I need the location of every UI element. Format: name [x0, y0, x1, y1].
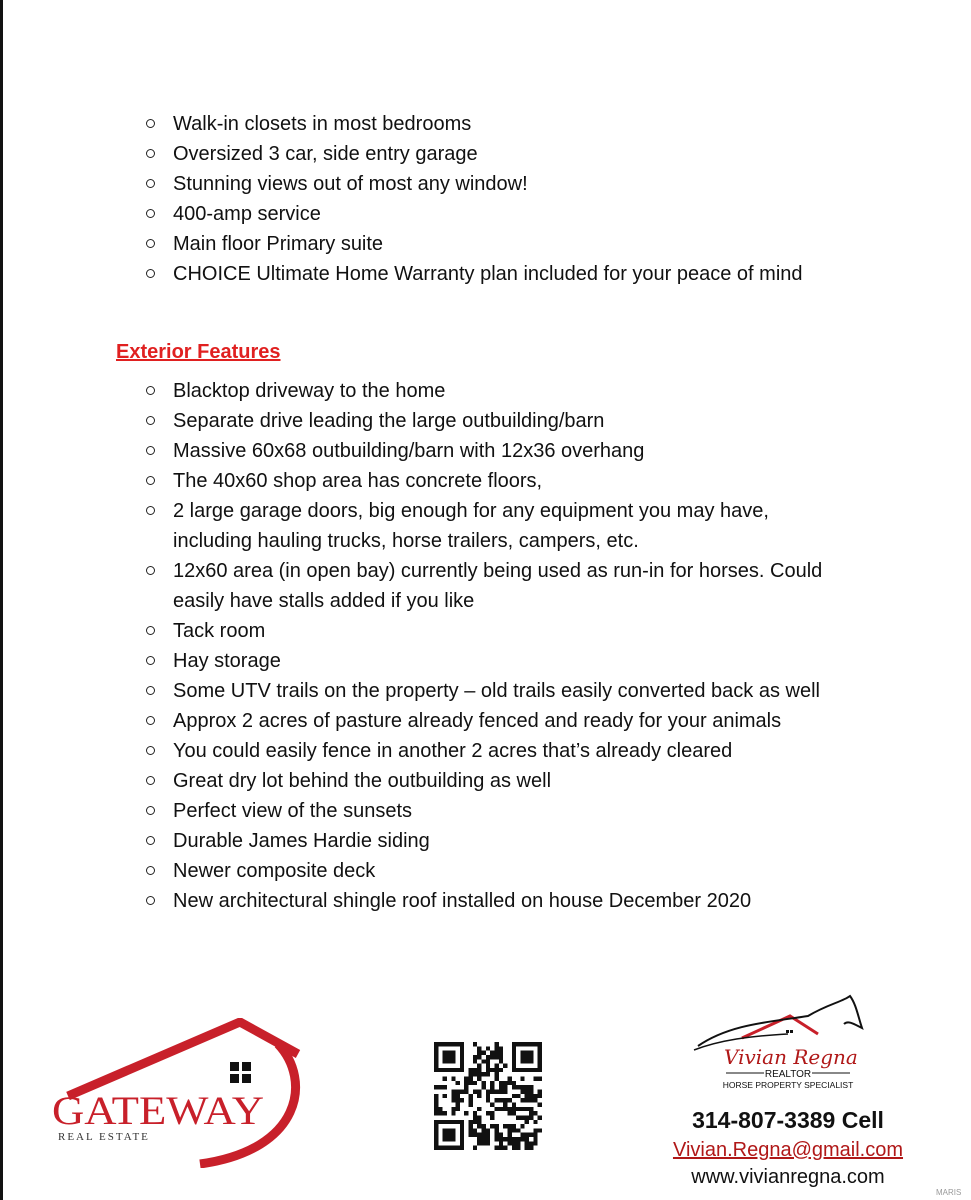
list-item	[146, 169, 803, 199]
list-item-text: Walk-in closets in most bedrooms	[173, 113, 472, 135]
brand-subtitle: REAL ESTATE	[58, 1131, 150, 1143]
agent-name: Vivian Regna	[724, 1045, 858, 1069]
interior-features-list	[146, 109, 803, 289]
list-item	[146, 406, 846, 436]
list-item	[146, 766, 846, 796]
list-item	[146, 706, 846, 736]
list-item	[146, 736, 846, 766]
list-item	[146, 436, 846, 466]
hollow-bullet-icon	[146, 209, 155, 218]
list-item	[146, 376, 846, 406]
hollow-bullet-icon	[146, 119, 155, 128]
gateway-real-estate-logo	[50, 1018, 310, 1168]
hollow-bullet-icon	[146, 776, 155, 785]
list-item	[146, 676, 846, 706]
list-item-text: Perfect view of the sunsets	[173, 800, 413, 822]
hollow-bullet-icon	[146, 179, 155, 188]
hollow-bullet-icon	[146, 686, 155, 695]
hollow-bullet-icon	[146, 896, 155, 905]
hollow-bullet-icon	[146, 416, 155, 425]
list-item-text: CHOICE Ultimate Home Warranty plan included for your peace of mind	[173, 263, 803, 285]
list-item-text: 2 large garage doors, big enough for any equipment you may have, including hauling trucks, horse trailers, campers, etc.	[173, 500, 769, 552]
hollow-bullet-icon	[146, 746, 155, 755]
list-item	[146, 796, 846, 826]
list-item	[146, 556, 846, 616]
list-item-text: Separate drive leading the large outbuilding/barn	[173, 410, 605, 432]
hollow-bullet-icon	[146, 566, 155, 575]
hollow-bullet-icon	[146, 836, 155, 845]
list-item-text: Oversized 3 car, side entry garage	[173, 143, 478, 165]
hollow-bullet-icon	[146, 866, 155, 875]
agent-phone[interactable]: 314-807-3389 Cell	[692, 1107, 884, 1133]
list-item	[146, 466, 846, 496]
hollow-bullet-icon	[146, 506, 155, 515]
list-item	[146, 259, 803, 289]
exterior-features-heading: Exterior Features	[116, 341, 281, 363]
hollow-bullet-icon	[146, 656, 155, 665]
list-item	[146, 229, 803, 259]
hollow-bullet-icon	[146, 446, 155, 455]
qr-code[interactable]	[433, 1042, 543, 1150]
page-left-border	[0, 0, 3, 1200]
list-item-text: Tack room	[173, 620, 266, 642]
list-item-text: Blacktop driveway to the home	[173, 380, 446, 402]
list-item	[146, 856, 846, 886]
list-item-text: Great dry lot behind the outbuilding as well	[173, 770, 552, 792]
list-item-text: Durable James Hardie siding	[173, 830, 430, 852]
list-item-text: Main floor Primary suite	[173, 233, 384, 255]
list-item-text: 12x60 area (in open bay) currently being used as run-in for horses. Could easily have stalls added if you like	[173, 560, 823, 612]
agent-website-link[interactable]: www.vivianregna.com	[691, 1166, 885, 1188]
agent-specialty: HORSE PROPERTY SPECIALIST	[722, 1080, 854, 1090]
list-item	[146, 886, 846, 916]
vivian-regna-logo	[690, 994, 870, 1094]
brand-name: GATEWAY	[52, 1088, 264, 1133]
list-item	[146, 496, 846, 556]
list-item-text: Some UTV trails on the property – old trails easily converted back as well	[173, 680, 820, 702]
hollow-bullet-icon	[146, 476, 155, 485]
list-item	[146, 109, 803, 139]
agent-email-link[interactable]: Vivian.Regna@gmail.com	[672, 1139, 904, 1161]
list-item-text: The 40x60 shop area has concrete floors,	[173, 470, 543, 492]
list-item	[146, 139, 803, 169]
list-item-text: Hay storage	[173, 650, 281, 672]
list-item-text: Approx 2 acres of pasture already fenced and ready for your animals	[173, 710, 782, 732]
list-item-text: You could easily fence in another 2 acres that’s already cleared	[173, 740, 733, 762]
agent-role: REALTOR	[764, 1069, 812, 1080]
list-item-text: Newer composite deck	[173, 860, 376, 882]
hollow-bullet-icon	[146, 386, 155, 395]
list-item	[146, 616, 846, 646]
list-item-text: Massive 60x68 outbuilding/barn with 12x36 overhang	[173, 440, 645, 462]
list-item-text: Stunning views out of most any window!	[173, 173, 528, 195]
list-item	[146, 646, 846, 676]
hollow-bullet-icon	[146, 149, 155, 158]
hollow-bullet-icon	[146, 239, 155, 248]
list-item	[146, 199, 803, 229]
exterior-features-list	[146, 376, 846, 916]
hollow-bullet-icon	[146, 716, 155, 725]
list-item-text: New architectural shingle roof installed on house December 2020	[173, 890, 752, 912]
hollow-bullet-icon	[146, 269, 155, 278]
hollow-bullet-icon	[146, 806, 155, 815]
mls-watermark: MARIS	[936, 1188, 962, 1197]
hollow-bullet-icon	[146, 626, 155, 635]
list-item	[146, 826, 846, 856]
list-item-text: 400-amp service	[173, 203, 321, 225]
